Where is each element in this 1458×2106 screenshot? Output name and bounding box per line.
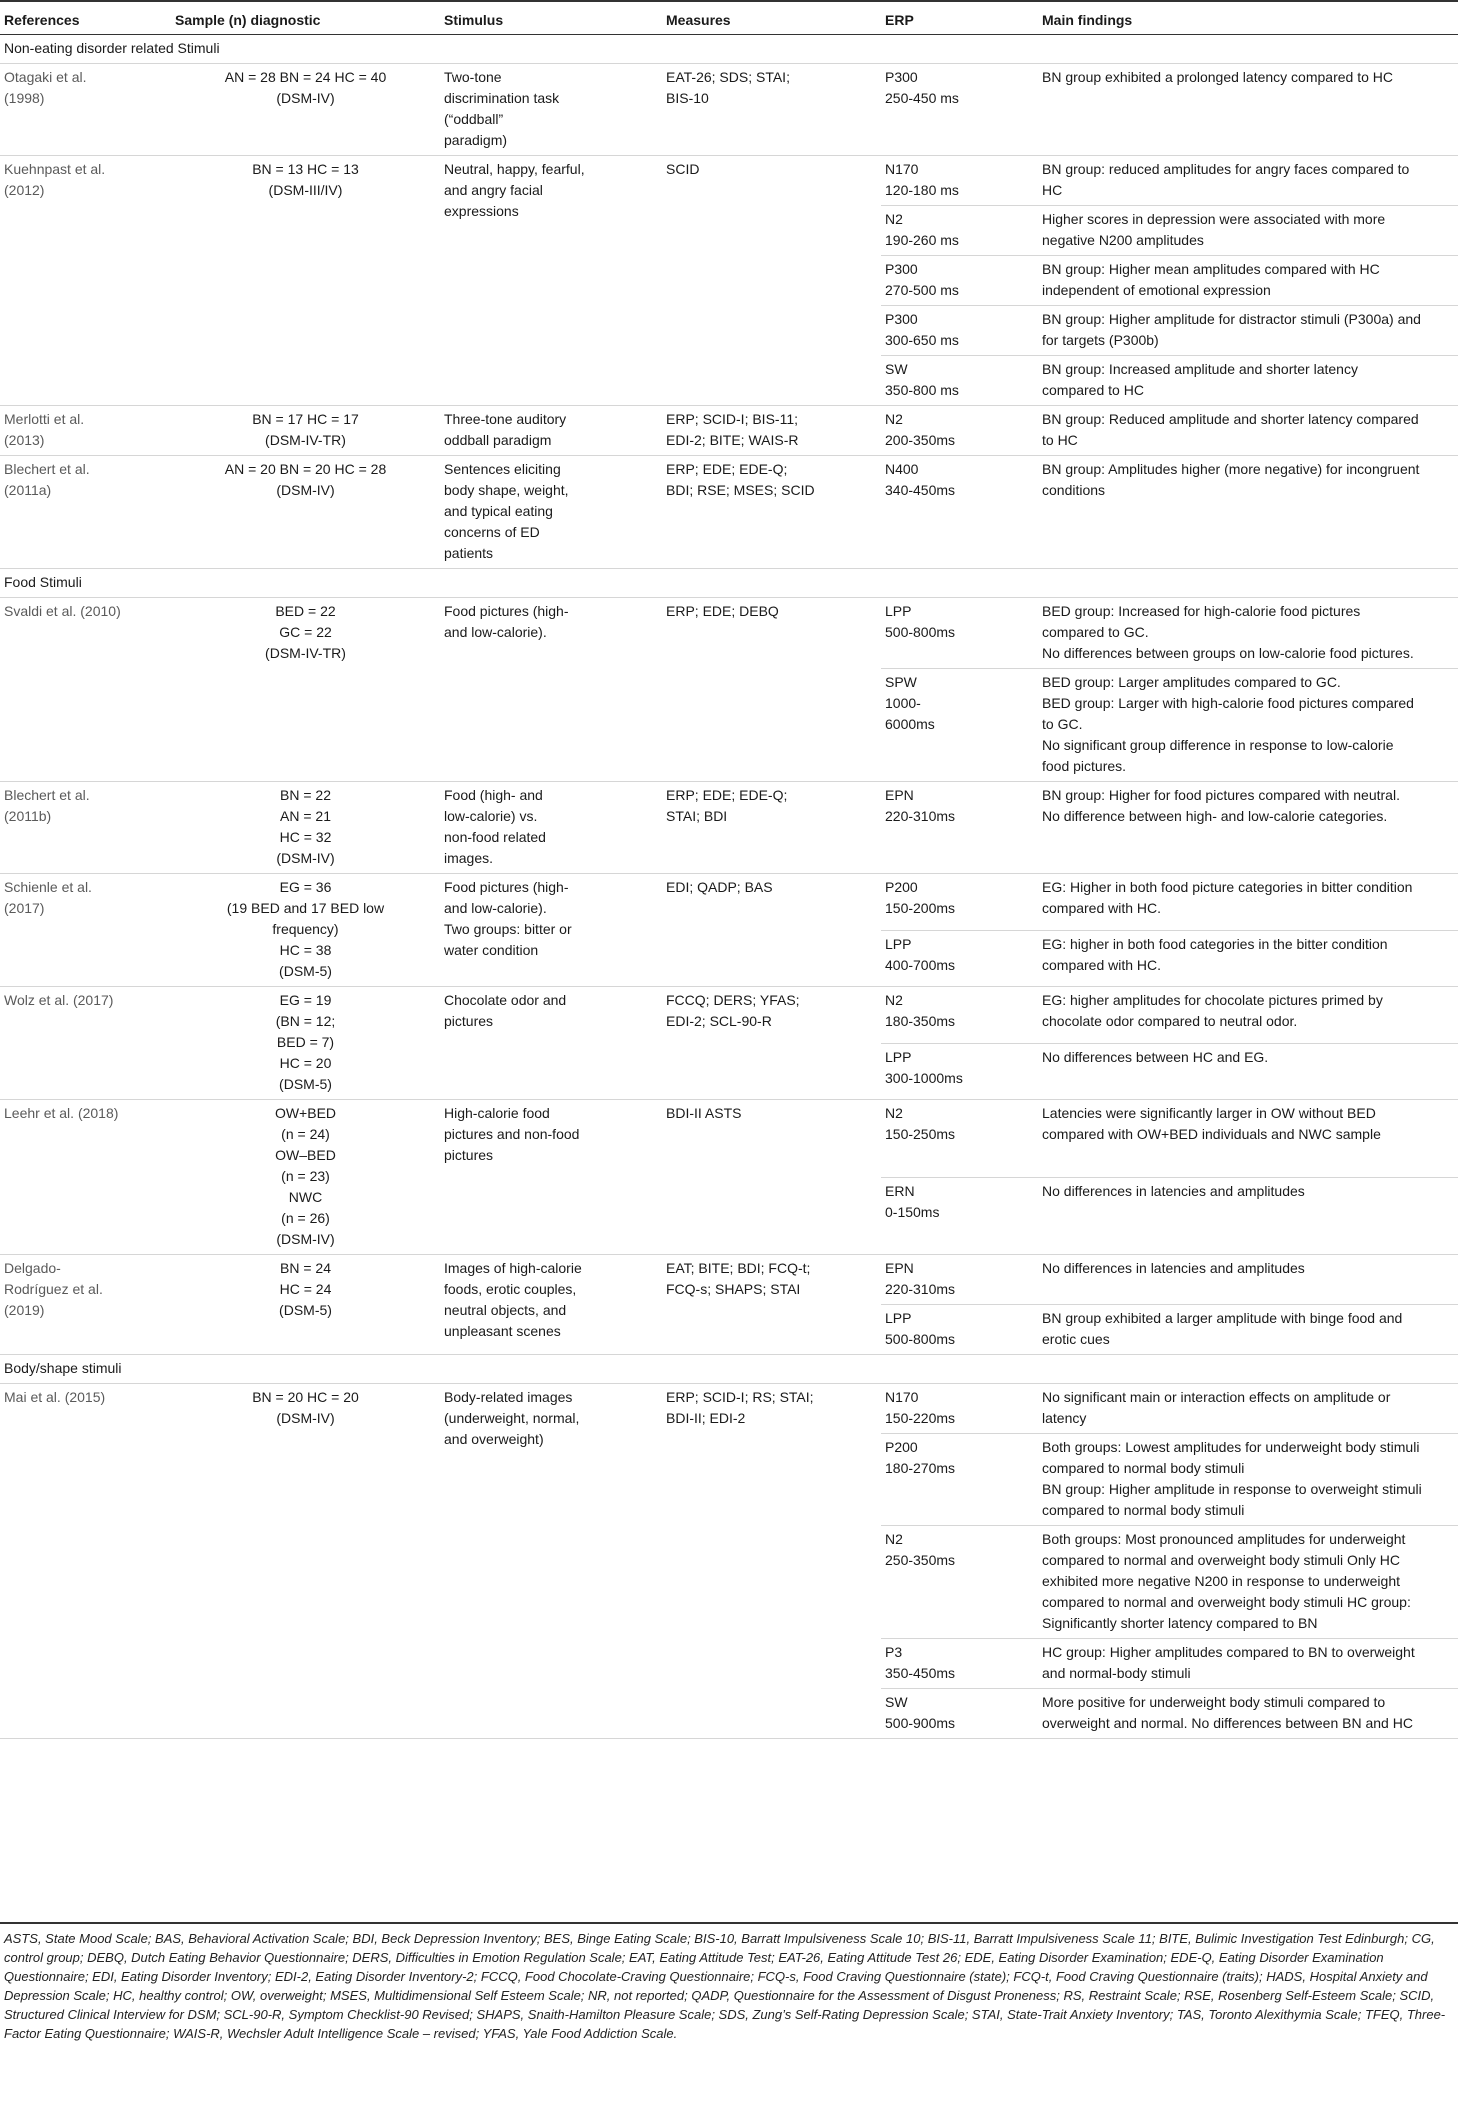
finding-cell: More positive for underweight body stimuli compared to overweight and normal. No differences between BN and HC	[1038, 1689, 1458, 1739]
finding-cell: Higher scores in depression were associated with more negative N200 amplitudes	[1038, 206, 1458, 256]
erp-cell: ERN 0-150ms	[881, 1177, 1038, 1255]
section-row	[0, 569, 1458, 598]
erp-cell: N2 190-260 ms	[881, 206, 1038, 256]
finding-cell: No significant main or interaction effects on amplitude or latency	[1038, 1384, 1458, 1434]
reference-cell: Kuehnpast et al. (2012)	[0, 156, 171, 406]
table-body	[0, 35, 1458, 1739]
erp-cell: N2 200-350ms	[881, 406, 1038, 456]
measures-cell: ERP; EDE; DEBQ	[662, 598, 881, 782]
reference-cell: Svaldi et al. (2010)	[0, 598, 171, 782]
finding-cell: No differences between HC and EG.	[1038, 1043, 1458, 1100]
header-sample: Sample (n) diagnostic	[171, 1, 440, 35]
stimulus-cell: Images of high-calorie foods, erotic couples, neutral objects, and unpleasant scenes	[440, 1255, 662, 1355]
finding-cell: BED group: Increased for high-calorie food pictures compared to GC. No differences between groups on low-calorie food pictures.	[1038, 598, 1458, 669]
stimulus-cell: Neutral, happy, fearful, and angry facial expressions	[440, 156, 662, 406]
table-row	[0, 987, 1458, 1044]
erp-cell: N170 150-220ms	[881, 1384, 1038, 1434]
erp-cell: N400 340-450ms	[881, 456, 1038, 569]
stimulus-cell: Two-tone discrimination task (“oddball” paradigm)	[440, 64, 662, 156]
finding-cell: BN group: Higher for food pictures compared with neutral. No difference between high- and low-calorie categories.	[1038, 782, 1458, 874]
table-row	[0, 1255, 1458, 1305]
sample-cell: EG = 19 (BN = 12; BED = 7) HC = 20 (DSM-5)	[171, 987, 440, 1100]
erp-cell: LPP 500-800ms	[881, 598, 1038, 669]
finding-cell: BN group: reduced amplitudes for angry faces compared to HC	[1038, 156, 1458, 206]
section-title: Body/shape stimuli	[0, 1355, 1458, 1384]
sample-cell: BN = 24 HC = 24 (DSM-5)	[171, 1255, 440, 1355]
finding-cell: Both groups: Lowest amplitudes for underweight body stimuli compared to normal body stimuli BN group: Higher amplitude in response to overweight stimuli compared to normal body stimuli	[1038, 1434, 1458, 1526]
finding-cell: Both groups: Most pronounced amplitudes for underweight compared to normal and overweight body stimuli Only HC exhibited more negative N200 in response to underweight compared to normal and overweight body stimuli HC group: Significantly shorter latency compared to BN	[1038, 1526, 1458, 1639]
finding-cell: BN group: Amplitudes higher (more negative) for incongruent conditions	[1038, 456, 1458, 569]
finding-cell: EG: higher in both food categories in the bitter condition compared with HC.	[1038, 930, 1458, 987]
finding-cell: No differences in latencies and amplitudes	[1038, 1255, 1458, 1305]
finding-cell: BN group: Increased amplitude and shorter latency compared to HC	[1038, 356, 1458, 406]
header-erp: ERP	[881, 1, 1038, 35]
table-row	[0, 782, 1458, 874]
sample-cell: EG = 36 (19 BED and 17 BED low frequency) HC = 38 (DSM-5)	[171, 874, 440, 987]
stimulus-cell: Sentences eliciting body shape, weight, and typical eating concerns of ED patients	[440, 456, 662, 569]
header-references: References	[0, 1, 171, 35]
erp-cell: P200 180-270ms	[881, 1434, 1038, 1526]
measures-cell: EDI; QADP; BAS	[662, 874, 881, 987]
stimulus-cell: High-calorie food pictures and non-food pictures	[440, 1100, 662, 1255]
stimulus-cell: Chocolate odor and pictures	[440, 987, 662, 1100]
sample-cell: BN = 20 HC = 20 (DSM-IV)	[171, 1384, 440, 1739]
measures-cell: EAT; BITE; BDI; FCQ-t; FCQ-s; SHAPS; STAI	[662, 1255, 881, 1355]
erp-cell: N2 150-250ms	[881, 1100, 1038, 1178]
measures-cell: FCCQ; DERS; YFAS; EDI-2; SCL-90-R	[662, 987, 881, 1100]
section-row	[0, 1355, 1458, 1384]
reference-cell: Schienle et al. (2017)	[0, 874, 171, 987]
reference-cell: Otagaki et al. (1998)	[0, 64, 171, 156]
reference-cell: Mai et al. (2015)	[0, 1384, 171, 1739]
erp-cell: EPN 220-310ms	[881, 1255, 1038, 1305]
erp-cell: N170 120-180 ms	[881, 156, 1038, 206]
table-header-row	[0, 1, 1458, 35]
table-row	[0, 64, 1458, 156]
sample-cell: BN = 17 HC = 17 (DSM-IV-TR)	[171, 406, 440, 456]
section-title: Food Stimuli	[0, 569, 1458, 598]
measures-cell: ERP; EDE; EDE-Q; BDI; RSE; MSES; SCID	[662, 456, 881, 569]
header-stimulus: Stimulus	[440, 1, 662, 35]
section-row	[0, 35, 1458, 64]
section-title: Non-eating disorder related Stimuli	[0, 35, 1458, 64]
table-row	[0, 874, 1458, 931]
finding-cell: BN group exhibited a prolonged latency compared to HC	[1038, 64, 1458, 156]
measures-cell: EAT-26; SDS; STAI; BIS-10	[662, 64, 881, 156]
erp-cell: P3 350-450ms	[881, 1639, 1038, 1689]
reference-cell: Wolz et al. (2017)	[0, 987, 171, 1100]
reference-cell: Blechert et al. (2011a)	[0, 456, 171, 569]
table-row	[0, 1100, 1458, 1178]
sample-cell: AN = 20 BN = 20 HC = 28 (DSM-IV)	[171, 456, 440, 569]
finding-cell: BN group: Higher amplitude for distractor stimuli (P300a) and for targets (P300b)	[1038, 306, 1458, 356]
erp-cell: N2 250-350ms	[881, 1526, 1038, 1639]
sample-cell: BED = 22 GC = 22 (DSM-IV-TR)	[171, 598, 440, 782]
finding-cell: BN group exhibited a larger amplitude with binge food and erotic cues	[1038, 1305, 1458, 1355]
finding-cell: BED group: Larger amplitudes compared to GC. BED group: Larger with high-calorie food pictures compared to GC. No significant group difference in response to low-calorie food pictures.	[1038, 669, 1458, 782]
table-row	[0, 456, 1458, 569]
finding-cell: EG: higher amplitudes for chocolate pictures primed by chocolate odor compared to neutral odor.	[1038, 987, 1458, 1044]
erp-cell: N2 180-350ms	[881, 987, 1038, 1044]
measures-cell: ERP; SCID-I; RS; STAI; BDI-II; EDI-2	[662, 1384, 881, 1739]
reference-cell: Blechert et al. (2011b)	[0, 782, 171, 874]
erp-cell: LPP 400-700ms	[881, 930, 1038, 987]
finding-cell: HC group: Higher amplitudes compared to BN to overweight and normal-body stimuli	[1038, 1639, 1458, 1689]
stimulus-cell: Three-tone auditory oddball paradigm	[440, 406, 662, 456]
table-footnote: ASTS, State Mood Scale; BAS, Behavioral Activation Scale; BDI, Beck Depression Inventory; BES, Binge Eating Scale; BIS-10, Barratt Impulsiveness Scale 10; BIS-11, Barratt Impulsiveness Scale 11; BITE, Bulimic Investigation Test Edinburgh; CG, control group; DEBQ, Dutch Eating Behavior Questionnaire; DERS, Difficulties in Emotion Regulation Scale; EAT, Eating Attitude Test; EAT-26, Eating Attitude Test 26; EDE, Eating Disorder Examination; EDE-Q, Eating Disorder Examination Questionnaire; EDI, Eating Disorder Inventory; EDI-2, Eating Disorder Inventory-2; FCCQ, Food Chocolate-Craving Questionnaire; FCQ-s, Food Craving Questionnaire (state); FCQ-t, Food Craving Questionnaire (traits); HADS, Hospital Anxiety and Depression Scale; HC, healthy control; OW, overweight; MSES, Multidimensional Self Esteem Scale; NR, not reported; QADP, Questionnaire for the Assessment of Disgust Proneness; RS, Restraint Scale; RSE, Rosenberg Self-Esteem Scale; SCID, Structured Clinical Interview for DSM; SCL-90-R, Symptom Checklist-90 Revised; SHAPS, Snaith-Hamilton Pleasure Scale; SDS, Zung’s Self-Rating Depression Scale; STAI, State-Trait Anxiety Inventory; TAS, Toronto Alexithymia Scale; TFEQ, Three-Factor Eating Questionnaire; WAIS-R, Wechsler Adult Intelligence Scale – revised; YFAS, Yale Food Addiction Scale.	[0, 1922, 1458, 2043]
table-row	[0, 1384, 1458, 1434]
measures-cell: SCID	[662, 156, 881, 406]
measures-cell: ERP; SCID-I; BIS-11; EDI-2; BITE; WAIS-R	[662, 406, 881, 456]
reference-cell: Leehr et al. (2018)	[0, 1100, 171, 1255]
reference-cell: Delgado- Rodríguez et al. (2019)	[0, 1255, 171, 1355]
erp-cell: P300 250-450 ms	[881, 64, 1038, 156]
erp-cell: P300 270-500 ms	[881, 256, 1038, 306]
sample-cell: AN = 28 BN = 24 HC = 40 (DSM-IV)	[171, 64, 440, 156]
stimulus-cell: Food (high- and low-calorie) vs. non-food related images.	[440, 782, 662, 874]
finding-cell: EG: Higher in both food picture categories in bitter condition compared with HC.	[1038, 874, 1458, 931]
erp-cell: EPN 220-310ms	[881, 782, 1038, 874]
sample-cell: BN = 22 AN = 21 HC = 32 (DSM-IV)	[171, 782, 440, 874]
header-main-findings: Main findings	[1038, 1, 1458, 35]
erp-cell: LPP 300-1000ms	[881, 1043, 1038, 1100]
sample-cell: OW+BED (n = 24) OW–BED (n = 23) NWC (n = 26) (DSM-IV)	[171, 1100, 440, 1255]
erp-cell: SPW 1000- 6000ms	[881, 669, 1038, 782]
erp-cell: SW 500-900ms	[881, 1689, 1038, 1739]
finding-cell: No differences in latencies and amplitudes	[1038, 1177, 1458, 1255]
erp-cell: P200 150-200ms	[881, 874, 1038, 931]
measures-cell: ERP; EDE; EDE-Q; STAI; BDI	[662, 782, 881, 874]
erp-cell: SW 350-800 ms	[881, 356, 1038, 406]
table-row	[0, 156, 1458, 206]
reference-cell: Merlotti et al. (2013)	[0, 406, 171, 456]
finding-cell: Latencies were significantly larger in OW without BED compared with OW+BED individuals and NWC sample	[1038, 1100, 1458, 1178]
finding-cell: BN group: Reduced amplitude and shorter latency compared to HC	[1038, 406, 1458, 456]
table-row	[0, 598, 1458, 669]
stimulus-cell: Food pictures (high- and low-calorie).	[440, 598, 662, 782]
stimulus-cell: Body-related images (underweight, normal, and overweight)	[440, 1384, 662, 1739]
finding-cell: BN group: Higher mean amplitudes compared with HC independent of emotional expression	[1038, 256, 1458, 306]
sample-cell: BN = 13 HC = 13 (DSM-III/IV)	[171, 156, 440, 406]
table-row	[0, 406, 1458, 456]
measures-cell: BDI-II ASTS	[662, 1100, 881, 1255]
erp-cell: LPP 500-800ms	[881, 1305, 1038, 1355]
stimulus-cell: Food pictures (high- and low-calorie). Two groups: bitter or water condition	[440, 874, 662, 987]
header-measures: Measures	[662, 1, 881, 35]
erp-cell: P300 300-650 ms	[881, 306, 1038, 356]
